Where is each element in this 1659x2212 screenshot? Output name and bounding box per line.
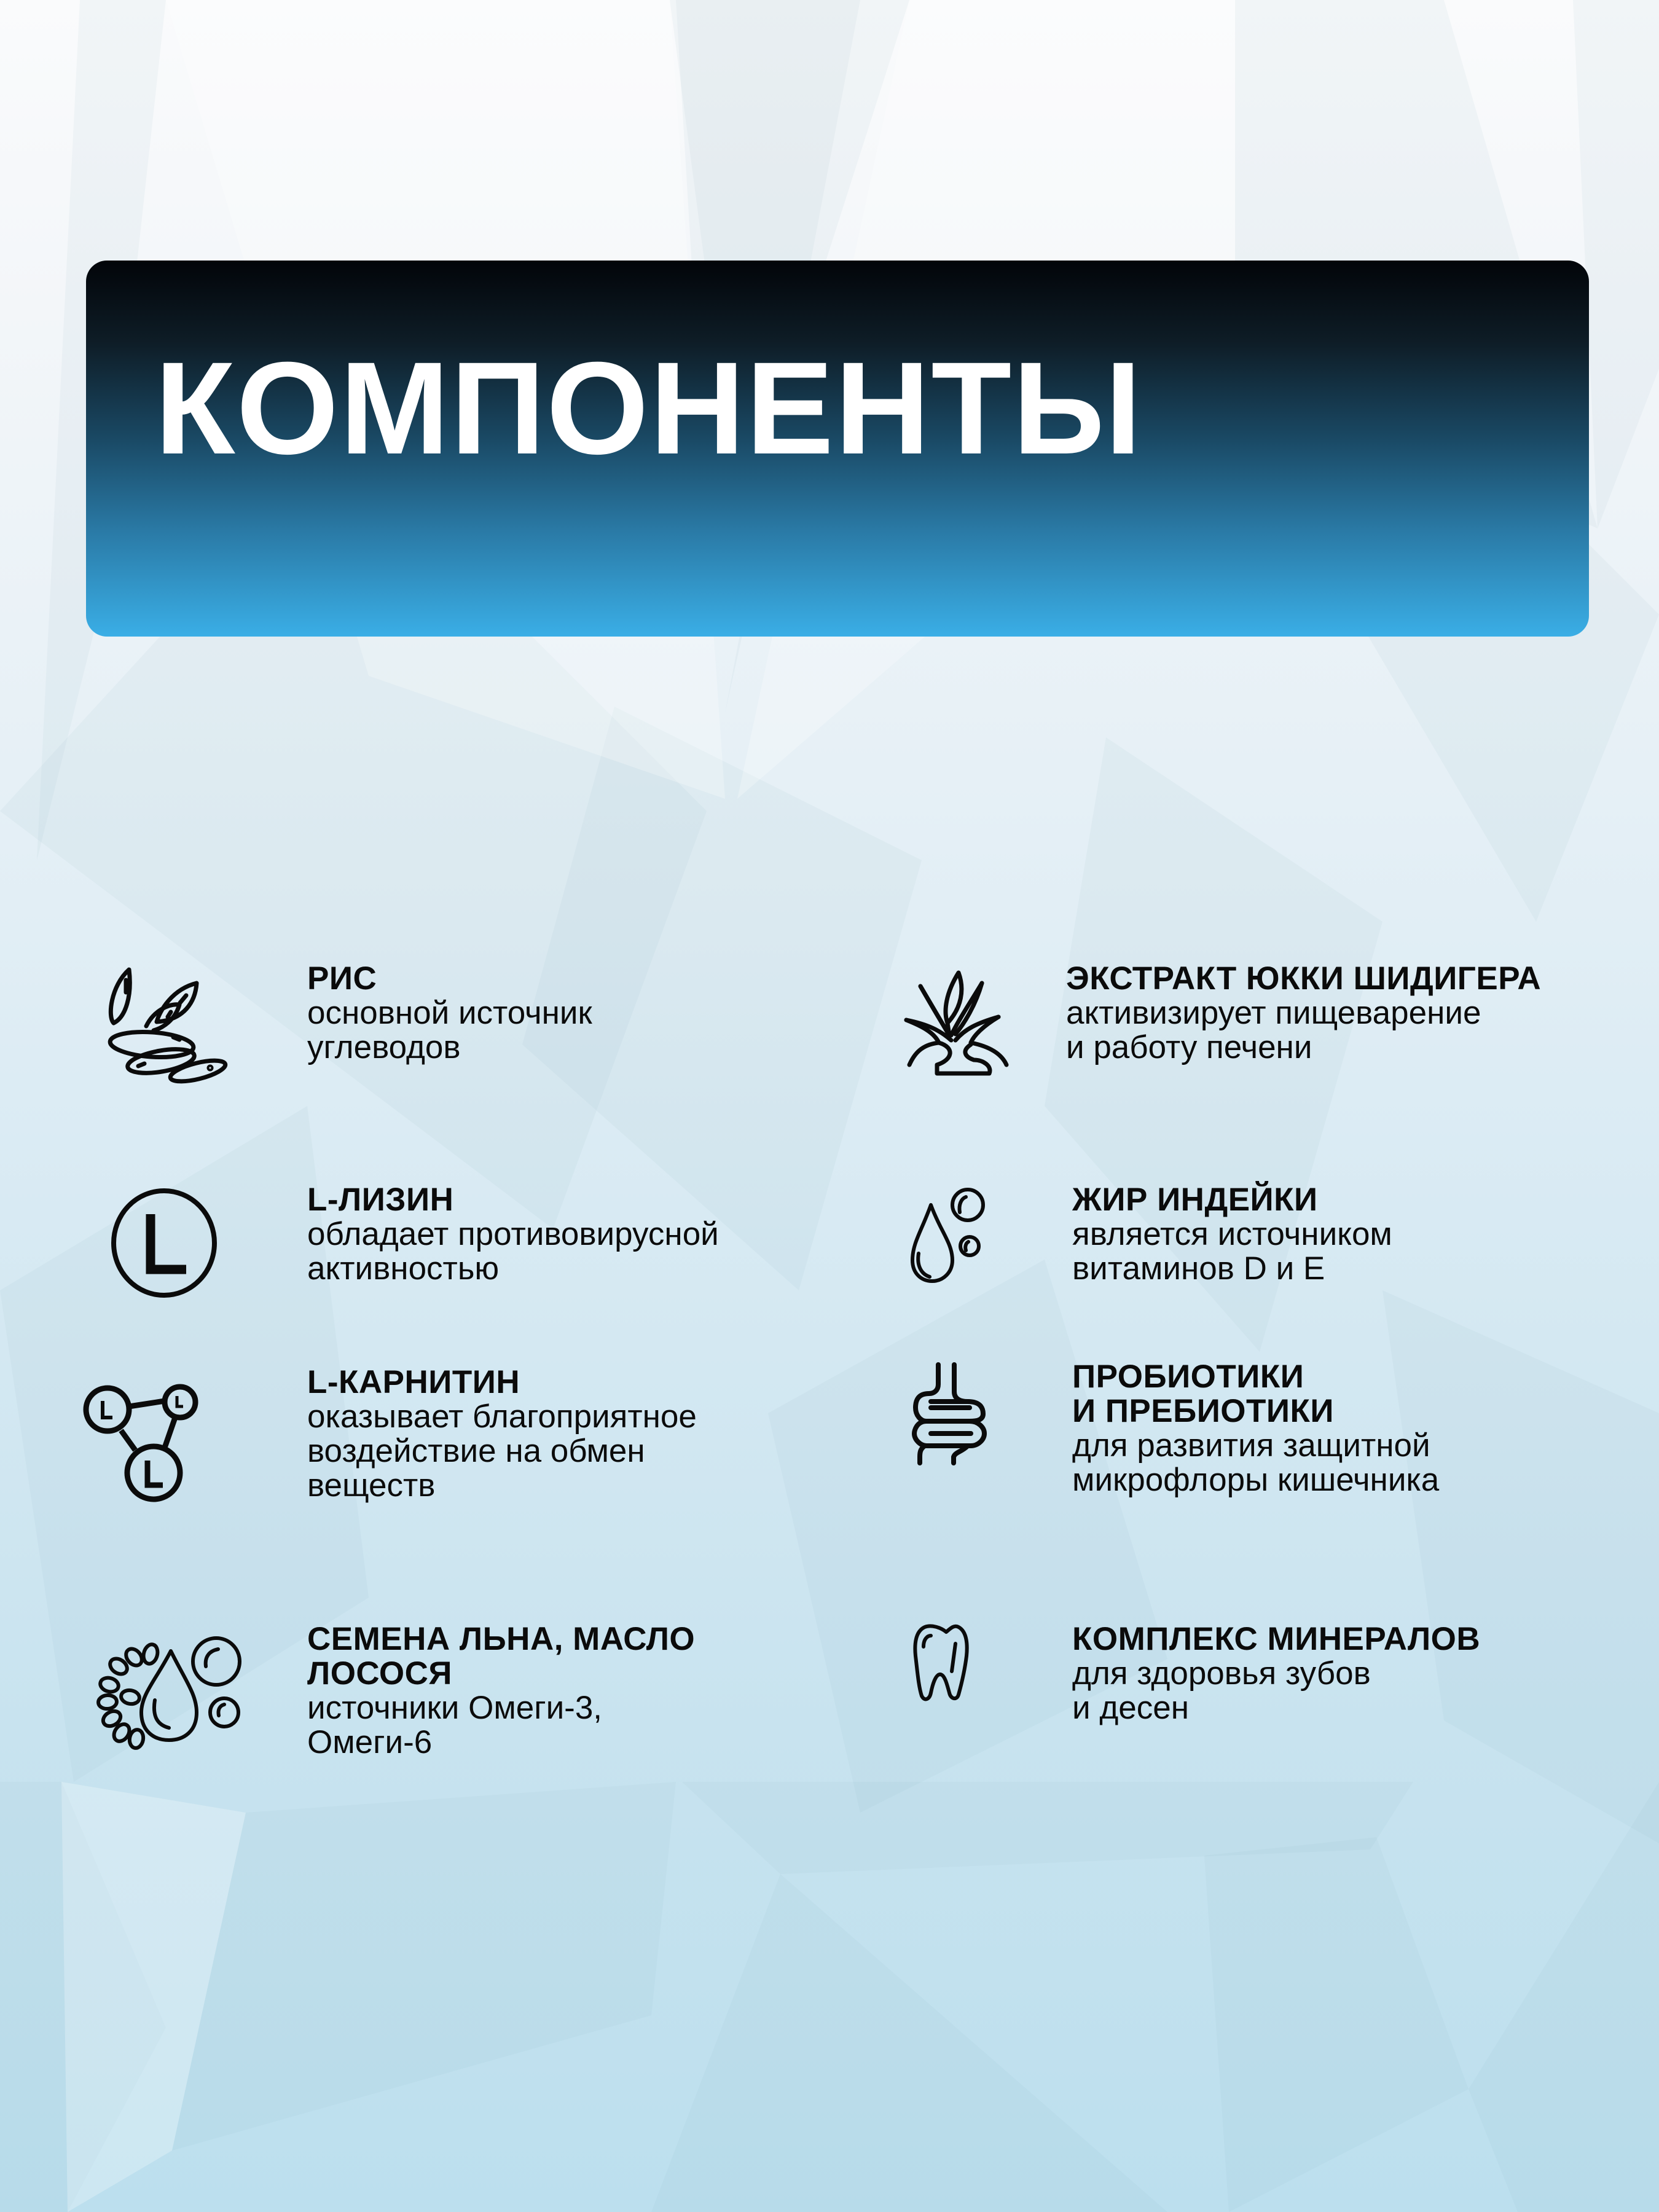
component-description: для здоровья зубов и десен — [1072, 1655, 1371, 1726]
component-text — [307, 962, 592, 1065]
header-banner — [86, 261, 1589, 637]
intestine-icon — [909, 1360, 989, 1464]
component-title: L-ЛИЗИН — [307, 1182, 454, 1218]
component-title: РИС — [307, 960, 377, 997]
tooth-icon — [912, 1622, 980, 1702]
component-description: основной источник углеводов — [307, 995, 592, 1065]
component-title: ЖИР ИНДЕЙКИ — [1072, 1182, 1318, 1218]
component-description: является источником витаминов D и E — [1072, 1216, 1392, 1287]
component-description: обладает противовирусной активностью — [307, 1216, 719, 1287]
component-title: КОМПЛЕКС МИНЕРАЛОВ — [1072, 1621, 1481, 1657]
yucca-plant-icon — [903, 968, 1002, 1072]
l-molecule-icon — [83, 1378, 206, 1500]
component-description: активизирует пищеварение и работу печени — [1066, 995, 1481, 1065]
component-title: ПРОБИОТИКИ И ПРЕБИОТИКИ — [1072, 1359, 1334, 1429]
component-text — [307, 1622, 695, 1760]
component-title: ЭКСТРАКТ ЮККИ ШИДИГЕРА — [1066, 960, 1542, 997]
component-text — [1066, 962, 1541, 1065]
component-title: СЕМЕНА ЛЬНА, МАСЛО ЛОСОСЯ — [307, 1621, 696, 1692]
component-text — [1072, 1183, 1392, 1286]
component-description: для развития защитной микрофлоры кишечника — [1072, 1427, 1440, 1498]
rice-grains-icon — [104, 968, 227, 1084]
component-text — [307, 1365, 697, 1503]
component-text — [1072, 1360, 1439, 1497]
page-title: КОМПОНЕНТЫ — [155, 335, 1143, 482]
component-text — [307, 1183, 719, 1286]
component-description: источники Омеги-3, Омеги-6 — [307, 1690, 603, 1760]
seeds-oil-drop-icon — [80, 1630, 240, 1752]
fat-drop-bubbles-icon — [909, 1188, 1002, 1286]
component-text — [1072, 1622, 1480, 1725]
component-title: L-КАРНИТИН — [307, 1364, 520, 1400]
l-circle-icon — [108, 1188, 224, 1304]
component-description: оказывает благоприятное воздействие на обмен веществ — [307, 1398, 697, 1504]
